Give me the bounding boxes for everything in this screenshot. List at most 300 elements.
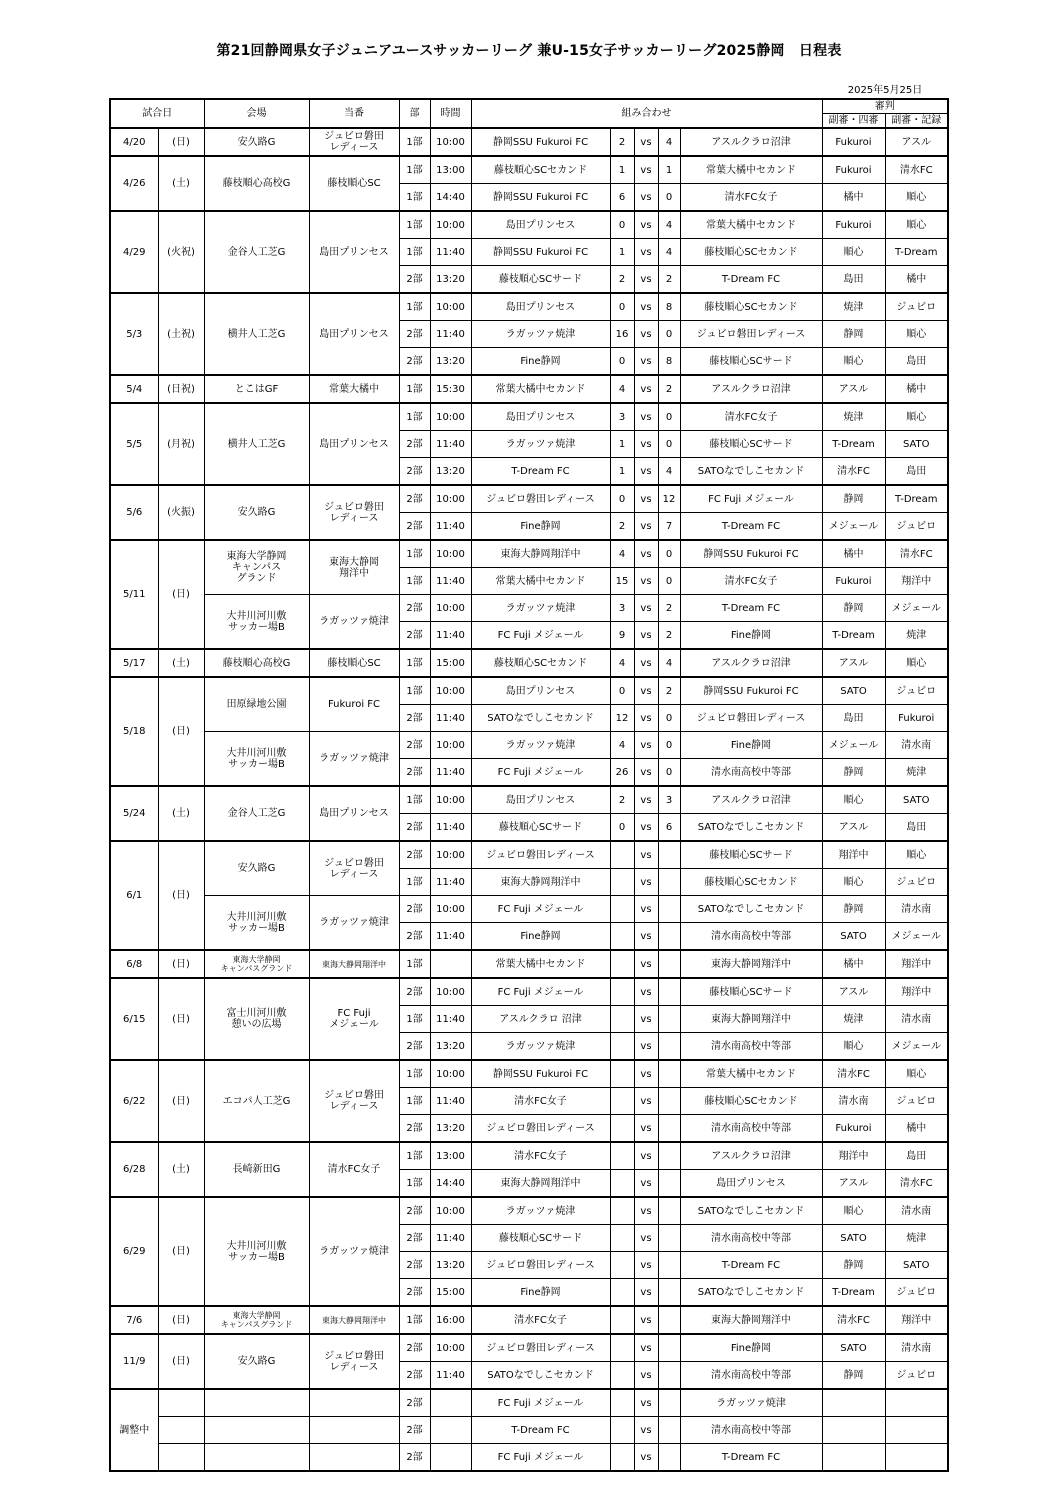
referee-2: 島田 [885,814,948,842]
home-team: ジュビロ磐田レディース [471,841,610,869]
duty: 島田プリンセス [309,786,399,841]
away-score: 6 [658,814,680,842]
division: 1部 [399,211,430,239]
home-team: 島田プリンセス [471,403,610,431]
match-day: (土祝) [158,293,204,375]
home-team: 藤枝順心SCセカンド [471,156,610,184]
kickoff-time: 14:40 [430,184,471,212]
referee-2: 島田 [885,1142,948,1170]
vs-label: vs [634,1252,658,1279]
home-score [610,1252,634,1279]
division: 2部 [399,348,430,376]
home-score: 2 [610,513,634,541]
kickoff-time: 10:00 [430,1197,471,1225]
match-date: 4/26 [110,156,158,211]
away-team: 常葉大橘中セカンド [680,156,822,184]
referee-2: 橘中 [885,1115,948,1143]
vs-label: vs [634,458,658,486]
venue: エコパ人工芝G [204,1060,309,1142]
kickoff-time: 11:40 [430,622,471,650]
header-venue: 会場 [204,99,309,128]
home-score: 15 [610,568,634,595]
vs-label: vs [634,348,658,376]
division: 2部 [399,622,430,650]
home-score [610,1197,634,1225]
away-team: 東海大静岡翔洋中 [680,950,822,978]
away-team: 清水南高校中等部 [680,1362,822,1390]
referee-1: 静岡 [822,759,885,787]
referee-2: 清水南 [885,1006,948,1033]
match-date: 6/28 [110,1142,158,1197]
away-score: 4 [658,239,680,266]
kickoff-time: 15:30 [430,375,471,403]
match-row [110,403,948,431]
home-team: 東海大静岡翔洋中 [471,1170,610,1198]
away-score: 0 [658,184,680,212]
match-date: 7/6 [110,1306,158,1334]
home-score [610,869,634,896]
home-score [610,1417,634,1444]
match-day: (日) [158,1060,204,1142]
referee-2: SATO [885,1252,948,1279]
away-team: 清水FC女子 [680,568,822,595]
kickoff-time: 10:00 [430,978,471,1006]
away-score: 0 [658,321,680,348]
away-team: FC Fuji メジェール [680,485,822,513]
away-score [658,896,680,923]
away-score [658,1362,680,1390]
away-team: 静岡SSU Fukuroi FC [680,677,822,705]
referee-1: アスル [822,814,885,842]
division: 2部 [399,1279,430,1307]
duty: ラガッツァ焼津 [309,896,399,951]
away-score [658,841,680,869]
referee-1: 島田 [822,266,885,294]
referee-1: T-Dream [822,431,885,458]
home-team: 常葉大橘中セカンド [471,950,610,978]
match-day: (土) [158,1142,204,1197]
home-team: 島田プリンセス [471,293,610,321]
vs-label: vs [634,1197,658,1225]
division: 1部 [399,869,430,896]
duty: ジュビロ磐田 レディース [309,1334,399,1389]
vs-label: vs [634,978,658,1006]
home-team: ラガッツァ焼津 [471,732,610,759]
referee-1: 翔洋中 [822,841,885,869]
division: 1部 [399,677,430,705]
match-day [158,1389,204,1417]
duty: 東海大静岡 翔洋中 [309,540,399,595]
referee-2: 順心 [885,1060,948,1088]
venue: 金谷人工芝G [204,211,309,293]
vs-label: vs [634,1060,658,1088]
vs-label: vs [634,1115,658,1143]
vs-label: vs [634,759,658,787]
division: 2部 [399,1417,430,1444]
home-team: FC Fuji メジェール [471,759,610,787]
away-score [658,978,680,1006]
division: 1部 [399,1006,430,1033]
match-row [110,540,948,568]
match-day: (日祝) [158,375,204,403]
away-team: SATOなでしこセカンド [680,1279,822,1307]
referee-2: 順心 [885,649,948,677]
referee-1: アスル [822,1170,885,1198]
match-row [110,485,948,513]
vs-label: vs [634,705,658,732]
away-score: 1 [658,156,680,184]
division: 2部 [399,705,430,732]
away-score [658,1115,680,1143]
vs-label: vs [634,239,658,266]
home-team: FC Fuji メジェール [471,896,610,923]
match-day: (日) [158,1197,204,1306]
referee-2: ジュビロ [885,869,948,896]
kickoff-time: 10:00 [430,896,471,923]
referee-2: 翔洋中 [885,950,948,978]
division: 1部 [399,293,430,321]
referee-2 [885,1444,948,1472]
venue: 安久路G [204,485,309,540]
match-date: 4/29 [110,211,158,293]
kickoff-time: 11:40 [430,431,471,458]
kickoff-time: 13:20 [430,458,471,486]
duty: ラガッツァ焼津 [309,1197,399,1306]
away-team: 常葉大橘中セカンド [680,211,822,239]
away-team: T-Dream FC [680,1252,822,1279]
home-score [610,1033,634,1061]
referee-2: 順心 [885,403,948,431]
home-team: 島田プリンセス [471,211,610,239]
away-team: 清水南高校中等部 [680,1033,822,1061]
match-row [110,1389,948,1417]
division: 1部 [399,1170,430,1198]
vs-label: vs [634,156,658,184]
venue: 富士川河川敷 憩いの広場 [204,978,309,1060]
match-day: (土) [158,649,204,677]
division: 1部 [399,649,430,677]
kickoff-time: 13:20 [430,348,471,376]
kickoff-time: 11:40 [430,705,471,732]
referee-1: 島田 [822,705,885,732]
away-team: 常葉大橘中セカンド [680,1060,822,1088]
match-date: 6/1 [110,841,158,950]
away-team: SATOなでしこセカンド [680,896,822,923]
home-score: 0 [610,814,634,842]
kickoff-time: 11:40 [430,869,471,896]
referee-1: 順心 [822,786,885,814]
division: 2部 [399,431,430,458]
match-row [110,375,948,403]
venue: 安久路G [204,128,309,156]
vs-label: vs [634,677,658,705]
home-team: ラガッツァ焼津 [471,595,610,622]
home-score [610,1225,634,1252]
away-score: 0 [658,403,680,431]
vs-label: vs [634,1362,658,1390]
away-team: アスルクラロ沼津 [680,128,822,156]
division: 1部 [399,128,430,156]
away-score: 4 [658,458,680,486]
away-team: 島田プリンセス [680,1170,822,1198]
kickoff-time: 11:40 [430,1362,471,1390]
match-row [110,1334,948,1362]
vs-label: vs [634,266,658,294]
away-team: Fine静岡 [680,1334,822,1362]
away-score [658,1252,680,1279]
home-score: 6 [610,184,634,212]
home-score: 2 [610,786,634,814]
match-date: 4/20 [110,128,158,156]
away-team: 静岡SSU Fukuroi FC [680,540,822,568]
away-score: 3 [658,786,680,814]
vs-label: vs [634,950,658,978]
home-team: ジュビロ磐田レディース [471,1252,610,1279]
referee-2: 清水FC [885,156,948,184]
home-score [610,950,634,978]
venue: 大井川河川敷 サッカー場B [204,1197,309,1306]
division: 1部 [399,786,430,814]
away-team: 清水南高校中等部 [680,759,822,787]
home-team: 静岡SSU Fukuroi FC [471,128,610,156]
match-row [110,950,948,978]
duty: ラガッツァ焼津 [309,732,399,787]
duty: 島田プリンセス [309,403,399,485]
division: 2部 [399,1115,430,1143]
home-score: 12 [610,705,634,732]
division: 2部 [399,1225,430,1252]
away-score [658,923,680,951]
away-score: 0 [658,431,680,458]
kickoff-time: 13:00 [430,156,471,184]
vs-label: vs [634,128,658,156]
match-date: 5/5 [110,403,158,485]
home-score: 0 [610,348,634,376]
kickoff-time: 13:20 [430,1252,471,1279]
away-score: 4 [658,211,680,239]
home-score [610,1444,634,1472]
header-ref-sub2: 副審・記録 [885,114,948,129]
referee-2: Fukuroi [885,705,948,732]
venue: 東海大学静岡 キャンパスグランド [204,1306,309,1334]
kickoff-time: 11:40 [430,814,471,842]
home-team: Fine静岡 [471,513,610,541]
away-score [658,950,680,978]
kickoff-time: 10:00 [430,293,471,321]
referee-1: Fukuroi [822,156,885,184]
vs-label: vs [634,595,658,622]
home-score: 3 [610,403,634,431]
away-score [658,1006,680,1033]
kickoff-time: 10:00 [430,677,471,705]
home-team: ラガッツァ焼津 [471,321,610,348]
duty [309,1444,399,1472]
home-score [610,1006,634,1033]
home-team: Fine静岡 [471,348,610,376]
away-score [658,1444,680,1472]
match-row [110,1306,948,1334]
referee-1: 静岡 [822,1252,885,1279]
away-team: SATOなでしこセカンド [680,1197,822,1225]
match-day: (火祝) [158,211,204,293]
referee-2: 翔洋中 [885,568,948,595]
away-team: ジュビロ磐田レディース [680,321,822,348]
home-team: ラガッツァ焼津 [471,1197,610,1225]
home-team: T-Dream FC [471,1417,610,1444]
away-score [658,1417,680,1444]
division: 2部 [399,513,430,541]
referee-2: 順心 [885,184,948,212]
vs-label: vs [634,1417,658,1444]
duty: 藤枝順心SC [309,156,399,211]
referee-2: 焼津 [885,622,948,650]
away-score: 4 [658,128,680,156]
kickoff-time: 11:40 [430,1088,471,1115]
referee-1: T-Dream [822,622,885,650]
home-score: 4 [610,649,634,677]
home-team: SATOなでしこセカンド [471,1362,610,1390]
referee-2: 翔洋中 [885,1306,948,1334]
duty: ジュビロ磐田 レディース [309,841,399,896]
home-team: 藤枝順心SCサード [471,1225,610,1252]
issue-date: 2025年5月25日 [847,85,923,96]
venue: 安久路G [204,1334,309,1389]
away-team: アスルクラロ沼津 [680,786,822,814]
away-team: アスルクラロ沼津 [680,1142,822,1170]
away-team: SATOなでしこセカンド [680,814,822,842]
referee-1: 静岡 [822,485,885,513]
vs-label: vs [634,869,658,896]
referee-1: 順心 [822,239,885,266]
referee-1: 順心 [822,348,885,376]
duty: 清水FC女子 [309,1142,399,1197]
away-score [658,1225,680,1252]
duty: 島田プリンセス [309,211,399,293]
referee-2: T-Dream [885,239,948,266]
home-team: ジュビロ磐田レディース [471,1334,610,1362]
referee-2: ジュビロ [885,1279,948,1307]
referee-1: 焼津 [822,293,885,321]
division: 2部 [399,1197,430,1225]
away-team: 清水南高校中等部 [680,1225,822,1252]
vs-label: vs [634,622,658,650]
division: 2部 [399,485,430,513]
vs-label: vs [634,896,658,923]
referee-1: 清水南 [822,1088,885,1115]
away-team: 藤枝順心SCサード [680,841,822,869]
referee-2: 清水南 [885,732,948,759]
referee-2: 島田 [885,348,948,376]
referee-1: SATO [822,923,885,951]
away-score: 2 [658,595,680,622]
referee-1: 清水FC [822,458,885,486]
kickoff-time: 10:00 [430,403,471,431]
home-team: 東海大静岡翔洋中 [471,869,610,896]
duty: ジュビロ磐田 レディース [309,128,399,156]
match-date: 5/3 [110,293,158,375]
away-score: 0 [658,759,680,787]
kickoff-time [430,1417,471,1444]
referee-1: 翔洋中 [822,1142,885,1170]
vs-label: vs [634,649,658,677]
vs-label: vs [634,1170,658,1198]
home-team: 島田プリンセス [471,677,610,705]
vs-label: vs [634,1389,658,1417]
away-score [658,1033,680,1061]
kickoff-time [430,1444,471,1472]
referee-2: アスル [885,128,948,156]
match-row [110,1417,948,1444]
kickoff-time: 11:40 [430,239,471,266]
home-team: FC Fuji メジェール [471,978,610,1006]
duty [309,1389,399,1417]
vs-label: vs [634,1225,658,1252]
referee-2: 清水FC [885,540,948,568]
referee-1: 静岡 [822,595,885,622]
home-score [610,1088,634,1115]
venue: とこはGF [204,375,309,403]
schedule-body [110,128,948,1471]
referee-1: 橘中 [822,184,885,212]
away-score: 2 [658,677,680,705]
match-row [110,1197,948,1225]
division: 1部 [399,1142,430,1170]
referee-2: T-Dream [885,485,948,513]
division: 2部 [399,1444,430,1472]
home-score [610,978,634,1006]
venue: 藤枝順心高校G [204,156,309,211]
division: 2部 [399,759,430,787]
match-row [110,293,948,321]
home-score: 1 [610,458,634,486]
home-score: 16 [610,321,634,348]
division: 1部 [399,950,430,978]
match-date: 5/4 [110,375,158,403]
vs-label: vs [634,1334,658,1362]
home-score: 0 [610,677,634,705]
home-score [610,1142,634,1170]
home-score [610,1362,634,1390]
referee-1: Fukuroi [822,211,885,239]
match-day: (火振) [158,485,204,540]
match-day: (土) [158,156,204,211]
referee-1 [822,1417,885,1444]
match-row [110,128,948,156]
away-team: 清水FC女子 [680,184,822,212]
away-team: T-Dream FC [680,266,822,294]
home-team: 清水FC女子 [471,1306,610,1334]
division: 1部 [399,403,430,431]
kickoff-time: 14:40 [430,1170,471,1198]
match-row [110,677,948,705]
kickoff-time: 10:00 [430,595,471,622]
away-score: 0 [658,568,680,595]
header-date: 試合日 [110,99,204,128]
kickoff-time: 13:20 [430,1115,471,1143]
match-row [110,1142,948,1170]
vs-label: vs [634,211,658,239]
match-date: 6/15 [110,978,158,1060]
division: 2部 [399,321,430,348]
away-team: 清水南高校中等部 [680,923,822,951]
venue: 田原緑地公園 [204,677,309,732]
schedule-table [109,98,949,1472]
vs-label: vs [634,814,658,842]
referee-1: Fukuroi [822,1115,885,1143]
kickoff-time: 11:40 [430,321,471,348]
home-score: 1 [610,239,634,266]
referee-1: 静岡 [822,1362,885,1390]
